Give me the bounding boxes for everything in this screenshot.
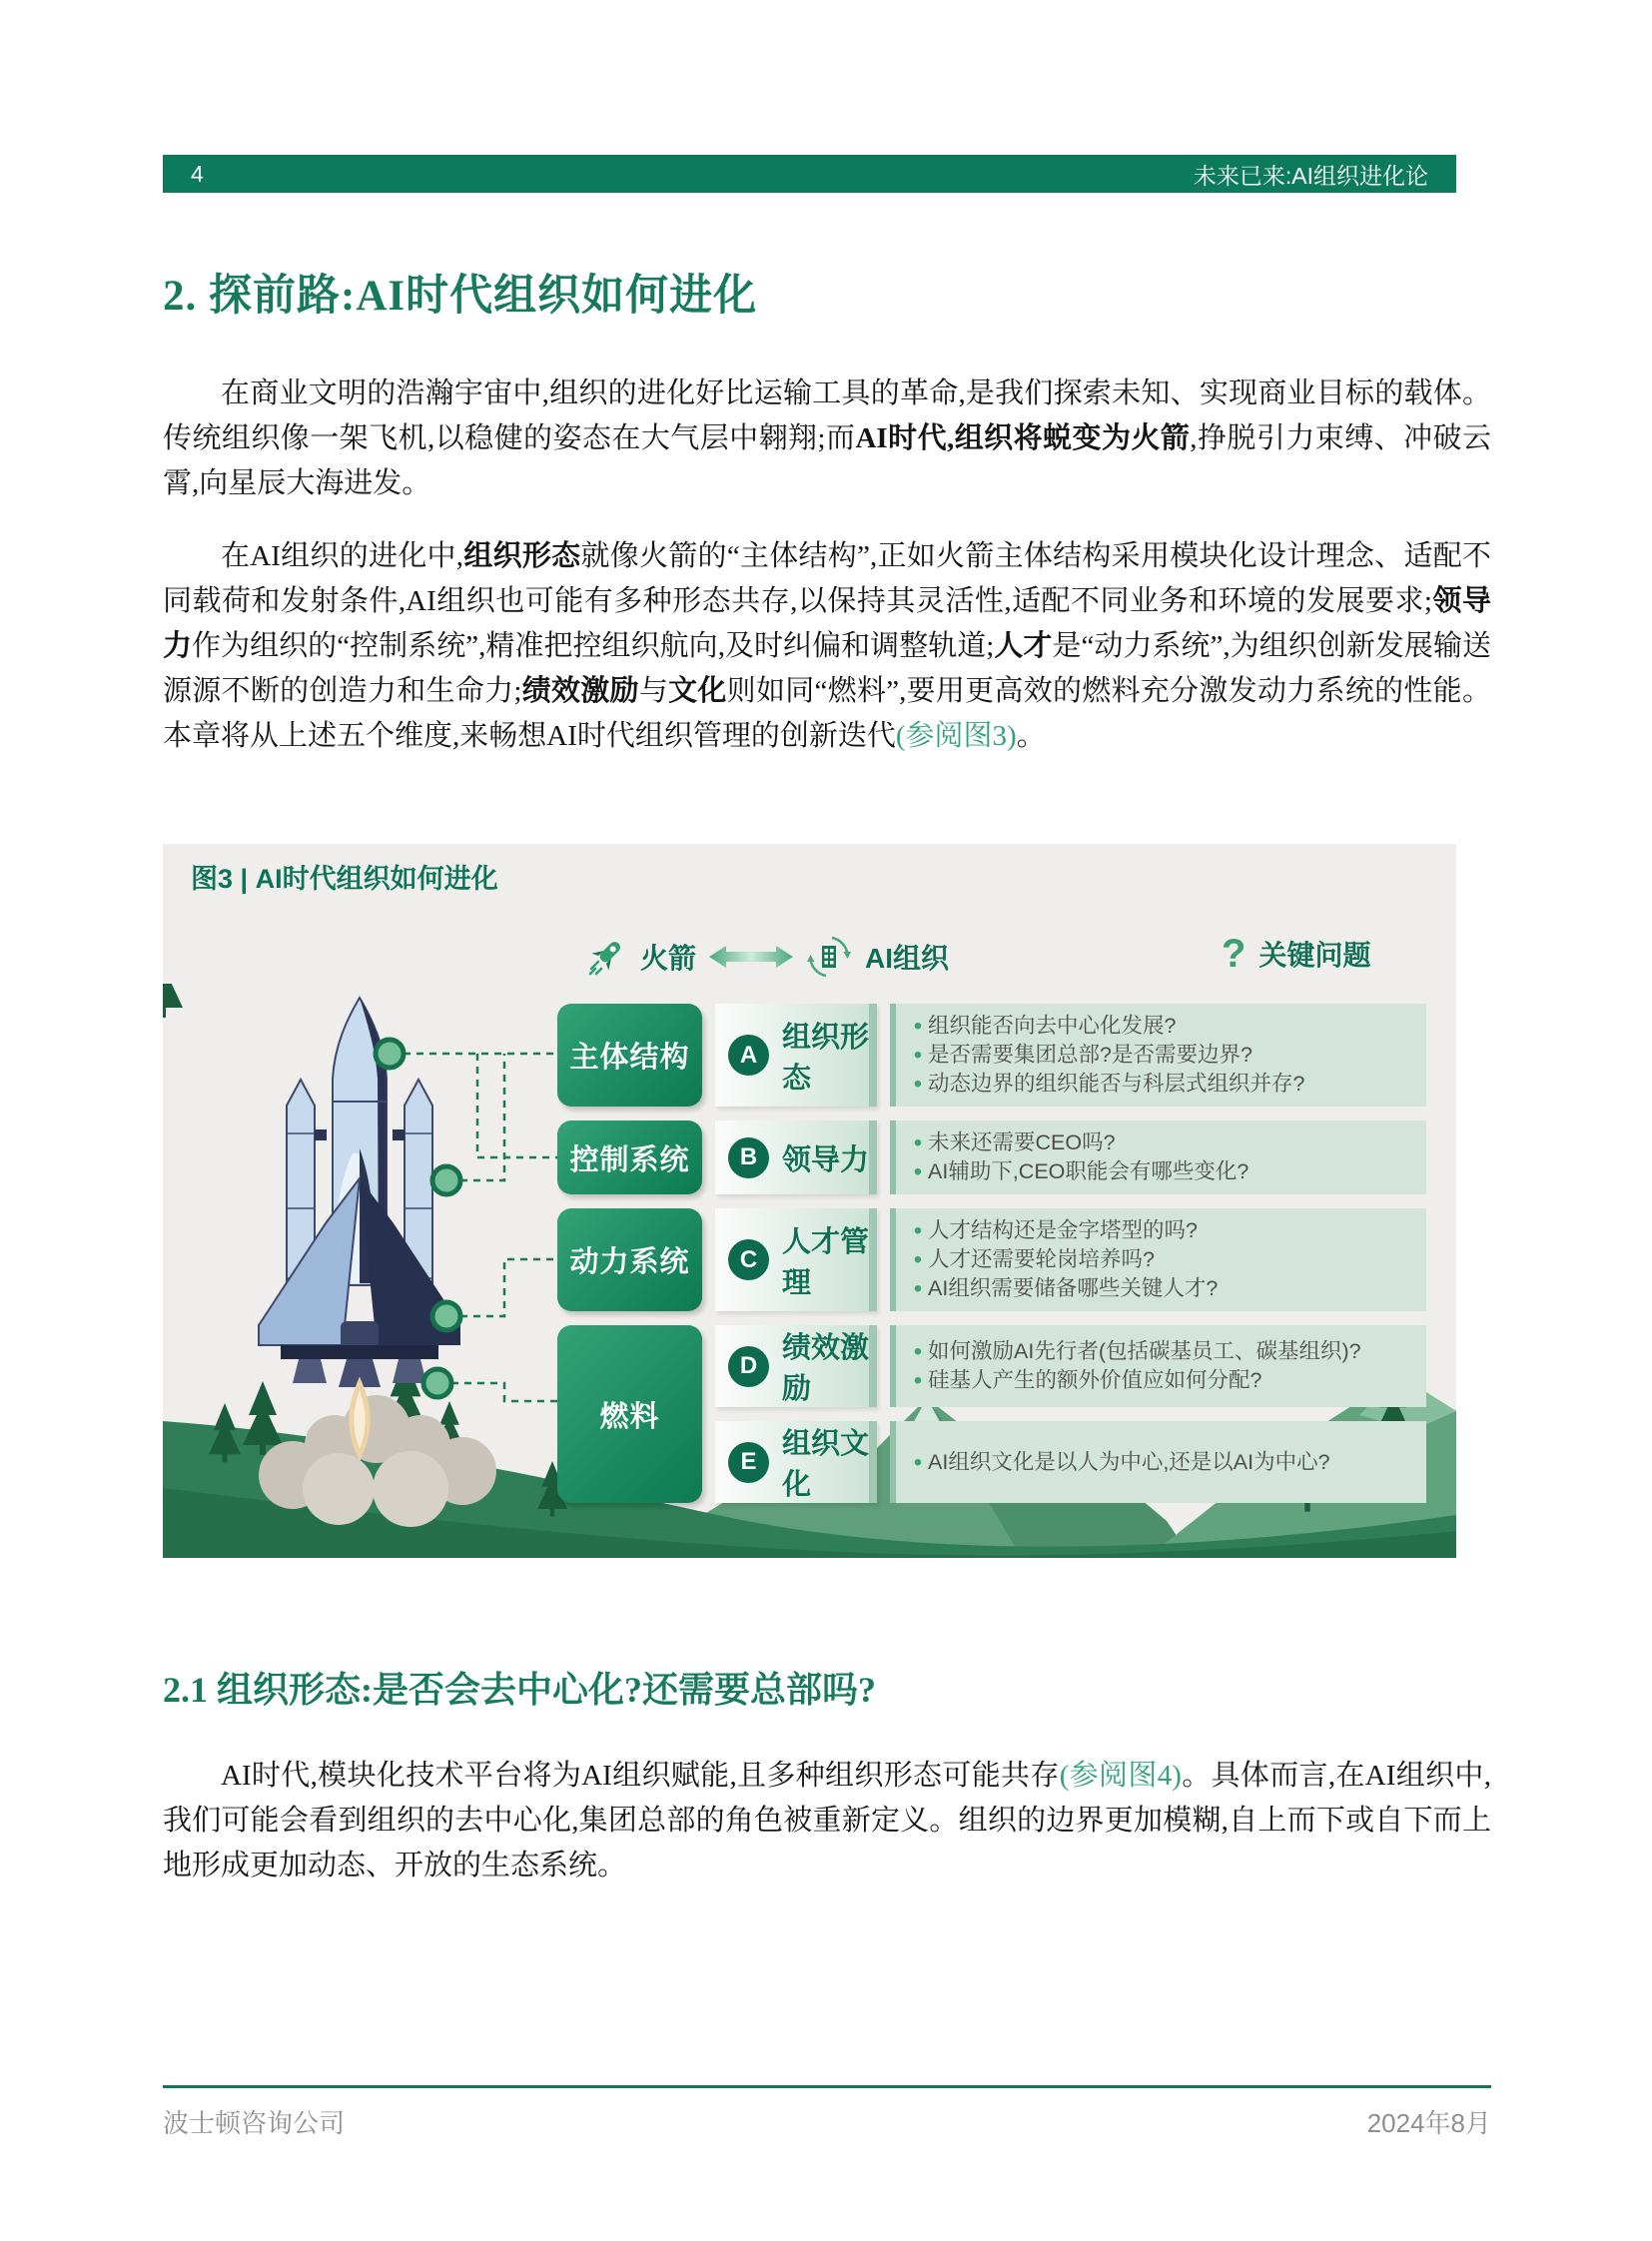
- figure4-reference-link[interactable]: (参阅图4): [1059, 1760, 1182, 1792]
- question-item: [908, 1448, 1412, 1477]
- bullet-icon: [908, 1128, 928, 1157]
- rocket-part-box-power: [557, 1208, 702, 1311]
- org-aspect-box-incentives: [715, 1325, 877, 1407]
- bullet-icon: [908, 1012, 928, 1041]
- bold-text-run: 组织形态: [463, 540, 581, 572]
- letter-badge-b: B: [728, 1137, 769, 1178]
- key-questions-box-leadership: [890, 1120, 1426, 1194]
- bold-text-run: 人才: [994, 630, 1053, 662]
- legend-questions-label: 关键问题: [1258, 940, 1371, 971]
- text-run: ,挣脱引力束缚、冲破云霄,向星辰大海进发。: [163, 422, 1491, 499]
- question-item: [908, 1012, 1412, 1041]
- question-item: [908, 1366, 1412, 1395]
- bullet-icon: [908, 1157, 928, 1186]
- text-run: 是“动力系统”,为组织创新发展输送源源不断的创造力和生命力;: [163, 630, 1491, 707]
- organization-building-icon: [806, 934, 852, 980]
- question-item: [908, 1041, 1412, 1070]
- figure-legend-rocket-org: [587, 934, 949, 980]
- bullet-icon: [908, 1337, 928, 1366]
- letter-badge-c: C: [728, 1239, 769, 1280]
- question-item: [908, 1157, 1412, 1186]
- question-text: 是否需要集团总部?是否需要边界?: [928, 1043, 1252, 1067]
- dimensions-paragraph: [163, 534, 1491, 759]
- bullet-icon: [908, 1366, 928, 1395]
- subsection-heading: 2.1 组织形态:是否会去中心化?还需要总部吗?: [163, 1670, 876, 1710]
- rocket-part-label: 控制系统: [569, 1143, 690, 1176]
- question-item: [908, 1070, 1412, 1099]
- letter-badge-e: E: [728, 1442, 769, 1483]
- text-run: 就像火箭的“主体结构”,正如火箭主体结构采用模块化设计理念、适配不同载荷和发射条件,AI组织也可能有多种形态共存,以保持其灵活性,适配不同业务和环境的发展要求;: [163, 540, 1491, 617]
- figure-mapping-table: [557, 1004, 1426, 1503]
- rocket-part-box-control: [557, 1120, 702, 1194]
- rocket-part-box-fuel: [557, 1325, 702, 1503]
- text-run: 与: [638, 675, 669, 707]
- bold-text-run: AI时代,组织将蜕变为火箭: [855, 422, 1191, 454]
- question-text: 动态边界的组织能否与科层式组织并存?: [928, 1072, 1305, 1096]
- org-aspect-label: 绩效激励: [782, 1332, 870, 1405]
- section-heading: 2. 探前路:AI时代组织如何进化: [163, 273, 758, 320]
- question-item: [908, 1274, 1412, 1303]
- figure3-reference-link[interactable]: (参阅图3): [895, 720, 1017, 752]
- question-item: [908, 1128, 1412, 1157]
- org-aspect-label: 组织文化: [782, 1428, 870, 1501]
- question-mark-icon: ?: [1222, 932, 1246, 976]
- rocket-part-label: 燃料: [599, 1400, 660, 1433]
- question-text: AI组织文化是以人为中心,还是以AI为中心?: [928, 1449, 1330, 1474]
- rocket-icon: [587, 937, 627, 977]
- letter-badge-a: A: [728, 1035, 769, 1076]
- page-footer: [163, 2103, 1491, 2140]
- text-run: 在AI组织的进化中,: [221, 540, 464, 572]
- org-aspect-box-culture: [715, 1421, 877, 1503]
- legend-org-label: AI组织: [865, 943, 950, 974]
- subsection-paragraph: [163, 1754, 1491, 1888]
- double-arrow-icon: [709, 944, 793, 970]
- question-item: [908, 1216, 1412, 1245]
- key-questions-box-form: [890, 1004, 1426, 1107]
- figure3-panel: [163, 844, 1456, 1558]
- page-header-bar: [163, 155, 1456, 193]
- key-questions-box-incentives: [890, 1325, 1426, 1407]
- text-run: 则如同“燃料”,要用更高效的燃料充分激发动力系统的性能。本章将从上述五个维度,来畅想AI时代组织管理的创新迭代: [163, 675, 1491, 752]
- rocket-part-label: 动力系统: [569, 1246, 690, 1278]
- bullet-icon: [908, 1216, 928, 1245]
- bullet-icon: [908, 1070, 928, 1099]
- page-number: 4: [191, 160, 204, 187]
- key-questions-box-talent: [890, 1208, 1426, 1311]
- bold-text-run: 文化: [668, 675, 727, 707]
- figure-legend-questions: [1222, 934, 1370, 974]
- legend-rocket-label: 火箭: [640, 943, 697, 974]
- org-aspect-box-talent: [715, 1208, 877, 1311]
- figure-title: 图3 | AI时代组织如何进化: [191, 864, 498, 894]
- org-aspect-label: 组织形态: [782, 1021, 870, 1095]
- question-text: AI辅助下,CEO职能会有哪些变化?: [928, 1159, 1249, 1183]
- rocket-part-label: 主体结构: [569, 1042, 690, 1074]
- question-item: [908, 1337, 1412, 1366]
- bullet-icon: [908, 1041, 928, 1070]
- bold-text-run: 绩效激励: [521, 675, 639, 707]
- text-run: 。具体而言,在AI组织中,我们可能会看到组织的去中心化,集团总部的角色被重新定义。组织的边界更加模糊,自上而下或自下而上地形成更加动态、开放的生态系统。: [163, 1760, 1491, 1881]
- footer-company: 波士顿咨询公司: [163, 2108, 346, 2138]
- question-text: 如何激励AI先行者(包括碳基员工、碳基组织)?: [928, 1339, 1361, 1363]
- org-aspect-label: 领导力: [782, 1143, 870, 1176]
- question-text: 人才结构还是金字塔型的吗?: [928, 1218, 1198, 1242]
- text-run: 。: [1016, 720, 1046, 752]
- org-aspect-box-leadership: [715, 1120, 877, 1194]
- document-title: 未来已来:AI组织进化论: [1193, 162, 1428, 189]
- footer-date: 2024年8月: [1366, 2108, 1491, 2138]
- org-aspect-box-form: [715, 1004, 877, 1107]
- question-text: 人才还需要轮岗培养吗?: [928, 1247, 1155, 1271]
- text-run: AI时代,模块化技术平台将为AI组织赋能,且多种组织形态可能共存: [221, 1760, 1060, 1792]
- question-text: AI组织需要储备哪些关键人才?: [928, 1276, 1219, 1300]
- text-run: 在商业文明的浩瀚宇宙中,组织的进化好比运输工具的革命,是我们探索未知、实现商业目标的载体。传统组织像一架飞机,以稳健的姿态在大气层中翱翔;而: [163, 377, 1491, 454]
- key-questions-box-culture: [890, 1421, 1426, 1503]
- letter-badge-d: D: [728, 1346, 769, 1387]
- bold-text-run: 领导力: [163, 585, 1491, 662]
- footer-divider: [163, 2085, 1491, 2088]
- bullet-icon: [908, 1245, 928, 1274]
- org-aspect-label: 人才管理: [782, 1225, 870, 1299]
- question-item: [908, 1245, 1412, 1274]
- bullet-icon: [908, 1274, 928, 1303]
- question-text: 未来还需要CEO吗?: [928, 1130, 1116, 1154]
- text-run: 作为组织的“控制系统”,精准把控组织航向,及时纠偏和调整轨道;: [192, 630, 995, 662]
- intro-paragraph: [163, 372, 1491, 506]
- question-text: 组织能否向去中心化发展?: [928, 1014, 1177, 1038]
- bullet-icon: [908, 1448, 928, 1477]
- question-text: 硅基人产生的额外价值应如何分配?: [928, 1368, 1262, 1392]
- rocket-part-box-structure: [557, 1004, 702, 1107]
